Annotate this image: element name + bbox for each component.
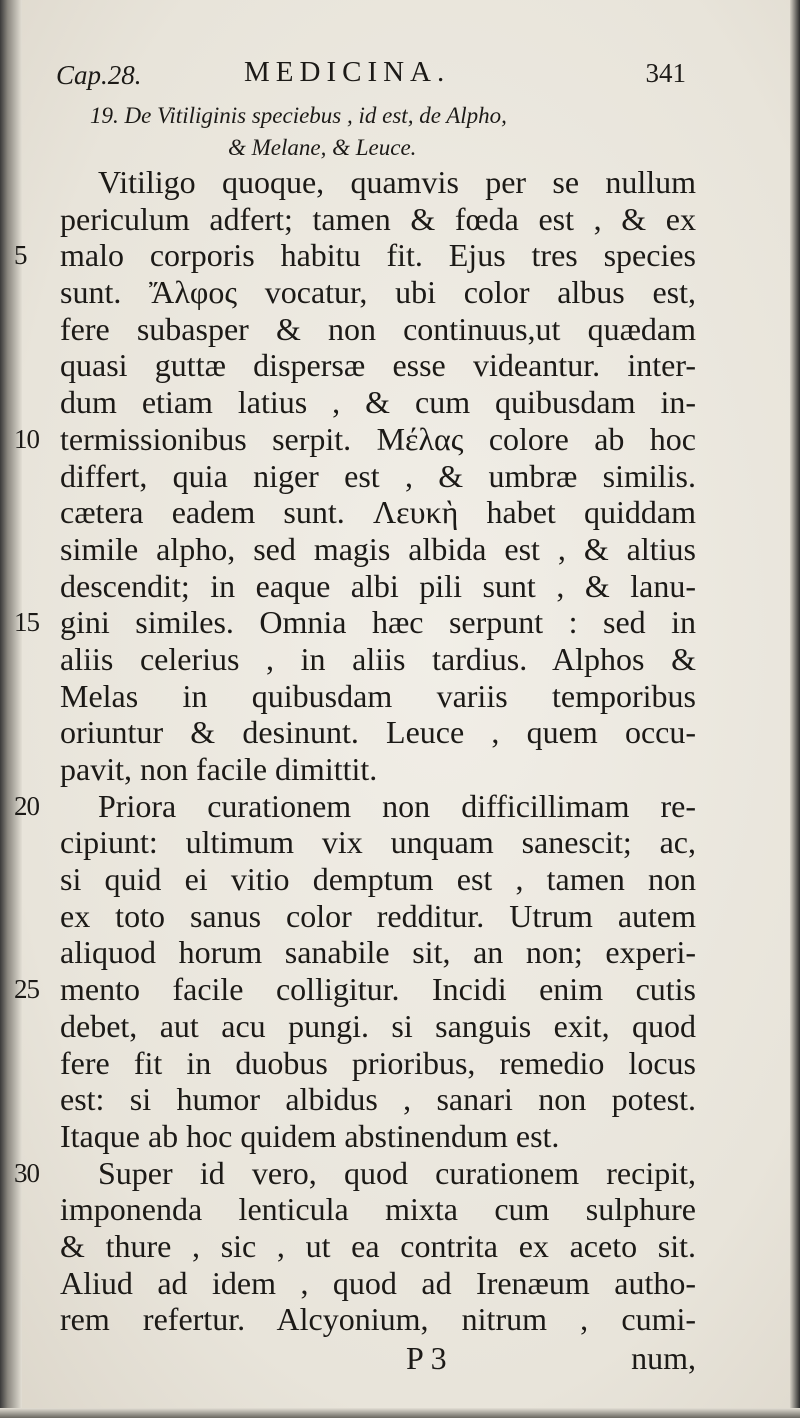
line-text: Super id vero, quod curationem recipit,	[98, 1154, 696, 1191]
line-text: fere fit in duobus prioribus, remedio locus	[60, 1044, 696, 1081]
text-line	[0, 164, 800, 201]
line-text: mento facile colligitur. Incidi enim cutis	[60, 971, 696, 1008]
catchword: num,	[631, 1340, 696, 1376]
line-text: differt, quia niger est , & umbræ similis.	[60, 457, 696, 494]
text-line	[0, 201, 800, 238]
line-text: simile alpho, sed magis albida est , & altius	[60, 530, 696, 567]
line-text: pavit, non facile dimittit.	[60, 751, 378, 787]
body-text	[0, 164, 800, 1338]
text-line	[0, 1118, 800, 1155]
line-text: Priora curationem non difficillimam re-	[98, 787, 696, 824]
text-line	[0, 568, 800, 605]
text-line	[0, 678, 800, 715]
line-text: rem refertur. Alcyonium, nitrum , cumi-	[60, 1301, 696, 1338]
line-number: 20	[14, 790, 39, 821]
page-number: 341	[645, 58, 686, 88]
running-title: MEDICINA.	[244, 56, 451, 88]
line-number: 10	[14, 423, 39, 454]
section-heading-line: & Melane, & Leuce.	[228, 135, 417, 160]
line-text: termissionibus serpit. Μέλας colore ab hoc	[60, 420, 696, 457]
text-line	[0, 311, 800, 348]
text-line	[0, 384, 800, 421]
text-line	[0, 1045, 800, 1082]
line-text: Itaque ab hoc quidem abstinendum est.	[60, 1117, 560, 1154]
signature-mark: P 3	[406, 1340, 447, 1376]
text-line	[0, 531, 800, 568]
text-line	[0, 714, 800, 751]
line-text: si quid ei vitio demptum est , tamen non	[60, 861, 696, 898]
line-number: 15	[14, 607, 39, 638]
line-text: fere subasper & non continuus,ut quædam	[60, 310, 696, 347]
text-line	[0, 1301, 800, 1338]
text-line	[0, 1228, 800, 1265]
line-number: 5	[14, 240, 27, 271]
line-text: oriuntur & desinunt. Leuce , quem occu-	[60, 714, 696, 751]
page-footer	[60, 1340, 696, 1380]
line-text: Aliud ad idem , quod ad Irenæum autho-	[60, 1264, 696, 1301]
line-text: cipiunt: ultimum vix unquam sanescit; ac,	[60, 824, 696, 861]
text-line	[0, 788, 800, 825]
page-bottom-edge	[0, 1408, 800, 1418]
text-line	[0, 458, 800, 495]
text-line	[0, 347, 800, 384]
text-line	[0, 237, 800, 274]
chapter-label: Cap.28.	[56, 60, 142, 90]
line-text: malo corporis habitu fit. Ejus tres species	[60, 237, 696, 274]
line-text: aliquod horum sanabile sit, an non; experi-	[60, 934, 696, 971]
text-line	[0, 1008, 800, 1045]
line-text: debet, aut acu pungi. si sanguis exit, quod	[60, 1007, 696, 1044]
text-line	[0, 1081, 800, 1118]
text-line	[0, 898, 800, 935]
text-line	[0, 421, 800, 458]
line-text: descendit; in eaque albi pili sunt , & lanu-	[60, 567, 696, 604]
section-heading	[90, 100, 670, 164]
line-text: gini similes. Omnia hæc serpunt : sed in	[60, 604, 696, 641]
text-line	[0, 274, 800, 311]
text-line	[0, 861, 800, 898]
line-text: aliis celerius , in aliis tardius. Alphos &	[60, 640, 696, 677]
line-text: dum etiam latius , & cum quibusdam in-	[60, 384, 696, 421]
text-line	[0, 824, 800, 861]
text-line	[0, 1265, 800, 1302]
text-line	[0, 1191, 800, 1228]
text-line	[0, 1155, 800, 1192]
text-line	[0, 934, 800, 971]
section-heading-line: 19. De Vitiliginis speciebus , id est, de Alpho,	[90, 103, 507, 128]
line-text: quasi guttæ dispersæ esse videantur. inter-	[60, 347, 696, 384]
page-header	[56, 56, 686, 96]
text-line	[0, 604, 800, 641]
text-line	[0, 971, 800, 1008]
text-line	[0, 641, 800, 678]
line-text: & thure , sic , ut ea contrita ex aceto sit.	[60, 1227, 696, 1264]
text-line	[0, 751, 800, 788]
line-number: 25	[14, 974, 39, 1005]
line-text: periculum adfert; tamen & fœda est , & ex	[60, 200, 696, 237]
line-text: Melas in quibusdam variis temporibus	[60, 677, 696, 714]
line-number: 30	[14, 1157, 39, 1188]
line-text: sunt. Ἄλφος vocatur, ubi color albus est,	[60, 274, 696, 311]
line-text: imponenda lenticula mixta cum sulphure	[60, 1191, 696, 1228]
line-text: Vitiligo quoque, quamvis per se nullum	[98, 164, 696, 200]
line-text: ex toto sanus color redditur. Utrum autem	[60, 897, 696, 934]
line-text: cætera eadem sunt. Λευκὴ habet quiddam	[60, 494, 696, 531]
text-line	[0, 494, 800, 531]
line-text: est: si humor albidus , sanari non potest.	[60, 1081, 696, 1118]
